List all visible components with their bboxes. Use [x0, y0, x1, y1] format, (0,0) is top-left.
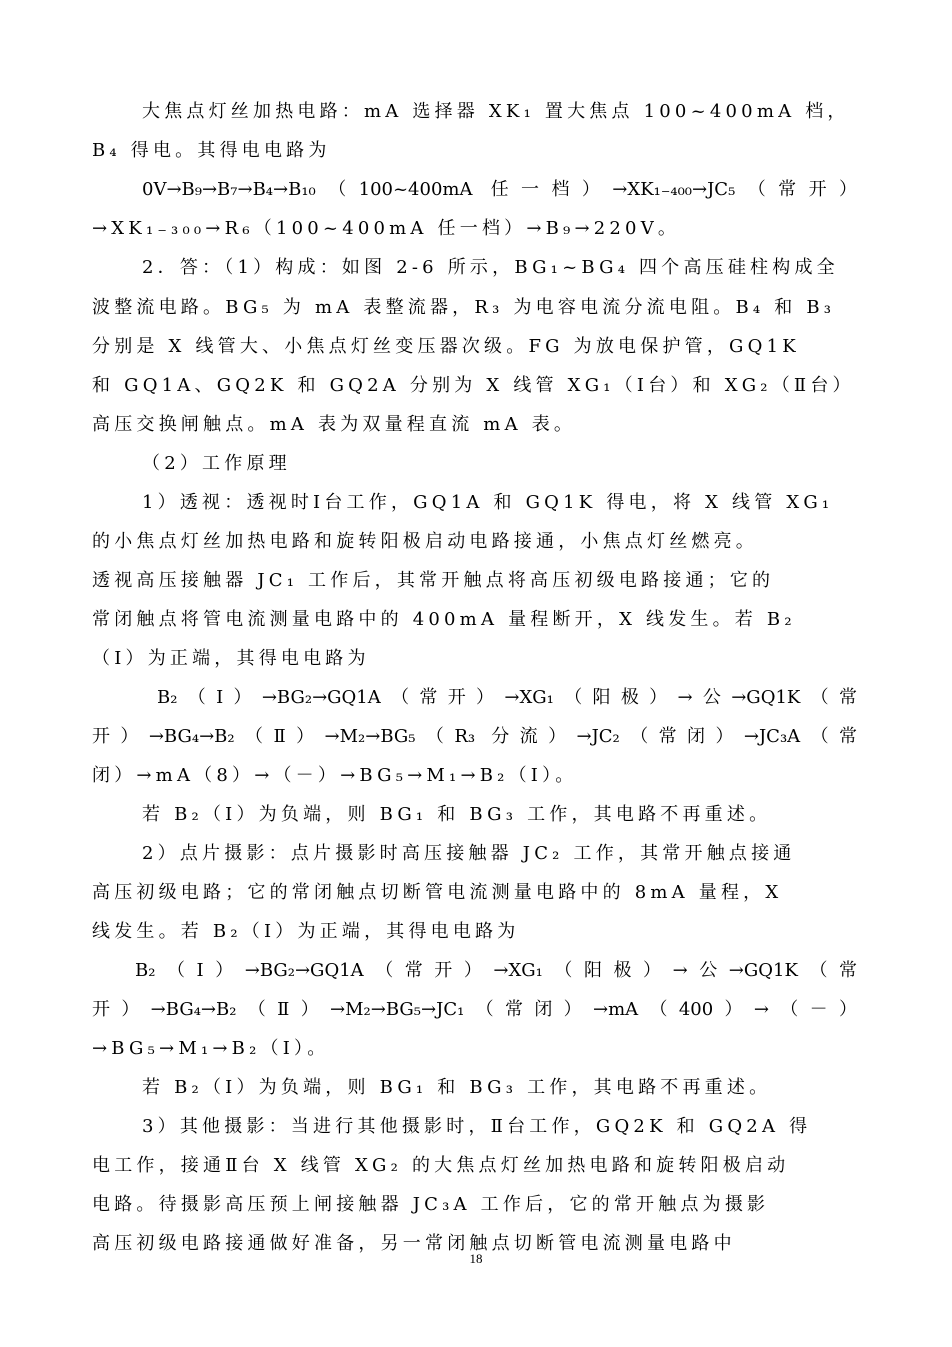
text-line: B₂（Ⅰ）→BG₂→GQ1A（常开）→XG₁（阳极）→公→GQ1K（常: [157, 687, 857, 708]
text-line: →XK₁₋₃₀₀→R₆（100~400mA 任一档）→B₉→220V。: [92, 218, 681, 239]
text-line: 2）点片摄影：点片摄影时高压接触器 JC₂ 工作，其常开触点接通: [142, 843, 796, 864]
text-line: （Ⅰ）为正端，其得电电路为: [92, 648, 370, 669]
text-line: 和 GQ1A、GQ2K 和 GQ2A 分别为 X 线管 XG₁（Ⅰ台）和 XG₂（Ⅱ台）: [92, 375, 855, 396]
text-line: 高压初级电路；它的常闭触点切断管电流测量电路中的 8mA 量程，X: [92, 882, 783, 903]
text-line: 开）→BG₄→B₂（Ⅱ）→M₂→BG₅（R₃ 分流）→JC₂（常闭）→JC₃A（常: [92, 726, 857, 747]
text-line: 线发生。若 B₂（I）为正端，其得电电路为: [92, 921, 520, 942]
text-line: 大焦点灯丝加热电路：mA 选择器 XK₁ 置大焦点 100~400mA 档，: [142, 101, 850, 122]
text-line: 波整流电路。BG₅ 为 mA 表整流器，R₃ 为电容电流分流电阻。B₄ 和 B₃: [92, 297, 836, 318]
text-line: 电工作，接通Ⅱ台 X 线管 XG₂ 的大焦点灯丝加热电路和旋转阳极启动: [92, 1155, 790, 1176]
text-line: 0V→B₉→B₇→B₄→B₁₀（100~400mA 任一档）→XK₁₋₄₀₀→JC₅（常开）: [142, 179, 857, 200]
text-line: →BG₅→M₁→B₂（Ⅰ）。: [92, 1038, 330, 1059]
text-line: 2．答：（1）构成：如图 2-6 所示，BG₁~BG₄ 四个高压硅柱构成全: [142, 257, 839, 278]
text-line: 高压初级电路接通做好准备，另一常闭触点切断管电流测量电路中: [92, 1233, 736, 1254]
text-line: 闭）→mA（8）→（－）→BG₅→M₁→B₂（Ⅰ）。: [92, 765, 578, 786]
text-line: 1）透视：透视时Ⅰ台工作，GQ1A 和 GQ1K 得电，将 X 线管 XG₁: [142, 492, 834, 513]
text-line: 分别是 X 线管大、小焦点灯丝变压器次级。FG 为放电保护管，GQ1K: [92, 336, 800, 357]
text-line: 开）→BG₄→B₂（Ⅱ）→M₂→BG₅→JC₁（常闭）→mA（400）→（－）: [92, 999, 857, 1020]
page-number: 18: [469, 1251, 483, 1266]
section-heading: （2）工作原理: [142, 453, 291, 474]
text-line: 的小焦点灯丝加热电路和旋转阳极启动电路接通，小焦点灯丝燃亮。: [92, 531, 758, 552]
text-line: 电路。待摄影高压预上闸接触器 JC₃A 工作后，它的常开触点为摄影: [92, 1194, 770, 1215]
text-line: 常闭触点将管电流测量电路中的 400mA 量程断开，X 线发生。若 B₂: [92, 609, 796, 630]
text-line: B₄ 得电。其得电电路为: [92, 140, 331, 161]
text-line: 透视高压接触器 JC₁ 工作后，其常开触点将高压初级电路接通；它的: [92, 570, 775, 591]
text-line: B₂（Ⅰ）→BG₂→GQ1A（常开）→XG₁（阳极）→公→GQ1K（常: [135, 960, 857, 981]
text-line: 若 B₂（Ⅰ）为负端，则 BG₁ 和 BG₃ 工作，其电路不再重述。: [142, 1077, 772, 1098]
text-line: 高压交换闸触点。mA 表为双量程直流 mA 表。: [92, 414, 577, 435]
text-line: 3）其他摄影：当进行其他摄影时，Ⅱ台工作，GQ2K 和 GQ2A 得: [142, 1116, 812, 1137]
text-line: 若 B₂（Ⅰ）为负端，则 BG₁ 和 BG₃ 工作，其电路不再重述。: [142, 804, 772, 825]
